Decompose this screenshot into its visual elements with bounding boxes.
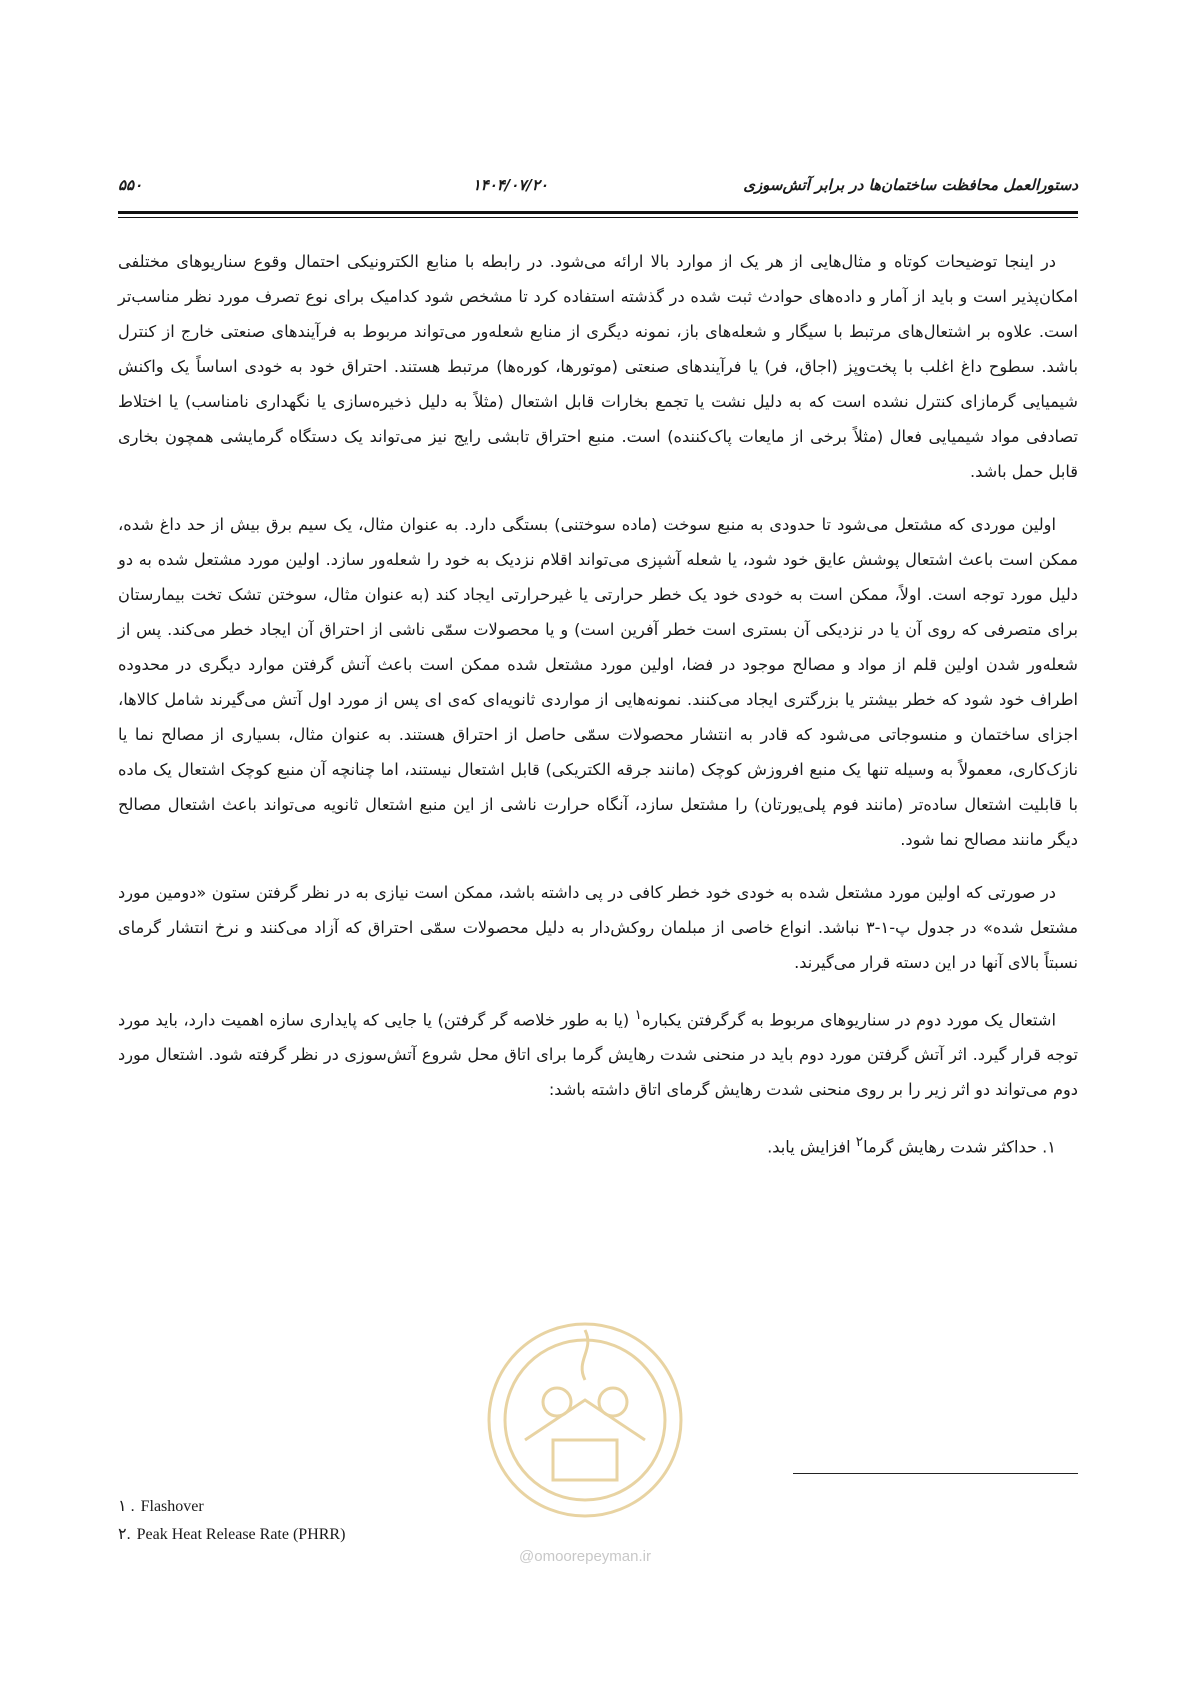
list-text-a: حداکثر شدت رهایش گرما xyxy=(863,1137,1043,1157)
header-rule-thick xyxy=(118,211,1078,214)
page-header xyxy=(118,172,1078,202)
list-text-b: افزایش یابد. xyxy=(767,1137,856,1157)
header-date: ۱۴۰۴/۰۷/۲۰ xyxy=(472,176,548,194)
footnote-ref-2: ۲ xyxy=(855,1134,864,1151)
footnote-2 xyxy=(118,1521,1078,1549)
footnote-separator xyxy=(793,1473,1078,1474)
paragraph-1: در اینجا توضیحات کوتاه و مثال‌هایی از هر یک از موارد بالا ارائه می‌شود. در رابطه با منابع الکترونیکی احتمال وقوع سناریوهای مختلفی امکان‌پذیر است و باید از آمار و داده‌های حوادث ثبت شده در گذشته استفاده کرد تا مشخص شود کدامیک برای نوع تصرف مورد نظر مناسب‌تر است. علاوه بر اشتعال‌های مرتبط با سیگار و شعله‌های باز، نمونه دیگری از منابع شعله‌ور می‌تواند مربوط به فرآیندهای صنعتی خارج از کنترل باشد. سطوح داغ اغلب با پخت‌وپز (اجاق، فر) یا فرآیندهای صنعتی (موتورها، کوره‌ها) مرتبط هستند. احتراق خود به خودی اساساً یک واکنش شیمیایی گرمازای کنترل نشده است که به دلیل نشت یا تجمع بخارات قابل اشتعال (مثلاً به دلیل ذخیره‌سازی یا نگهداری نامناسب) یا اختلاط تصادفی مواد شیمیایی فعال (مثلاً برخی از مایعات پاک‌کننده) است. منبع احتراق تابشی رایج نیز می‌تواند یک دستگاه گرمایشی همچون بخاری قابل حمل باشد. xyxy=(118,252,1078,481)
page-number: ۵۵۰ xyxy=(118,176,143,194)
list-item xyxy=(118,1125,1078,1164)
footnote-1 xyxy=(118,1493,1078,1521)
footnote-1-number: ۱ . xyxy=(118,1498,135,1515)
header-rule-thin xyxy=(118,217,1078,218)
header-title: دستورالعمل محافظت ساختمان‌ها در برابر آتش‌سوزی xyxy=(743,176,1078,194)
footnote-2-text: Peak Heat Release Rate (PHRR) xyxy=(136,1526,346,1543)
footnote-ref-1: ۱ xyxy=(634,1007,642,1023)
body-text xyxy=(118,244,1078,1165)
watermark-url: @omoorepeyman.ir xyxy=(519,1548,651,1565)
footnotes xyxy=(118,1493,1078,1549)
paragraph-3: در صورتی که اولین مورد مشتعل شده به خودی خود خطر کافی در پی داشته باشد، ممکن است نیازی به در نظر گرفتن ستون «دومین مورد مشتعل شده» در جدول پ-۱-۳ نباشد. انواع خاصی از مبلمان روکش‌دار به دلیل محصولات سمّی احتراق که آزاد می‌کنند و نرخ انتشار گرمای نسبتاً بالای آنها در این دسته قرار می‌گیرند. xyxy=(118,883,1078,972)
para4-text-b: (یا به طور خلاصه گر گرفتن) یا جایی که پایداری سازه اهمیت دارد، باید مورد توجه قرار گیرد. اثر آتش گرفتن مورد دوم باید در منحنی شدت رهایش گرما برای اتاق محل شروع آتش‌سوزی در نظر گرفته شود. اشتعال مورد دوم می‌تواند دو اثر زیر را بر روی منحنی شدت رهایش گرمای اتاق داشته باشد: xyxy=(118,1010,1078,1100)
paragraph-4 xyxy=(118,998,1078,1107)
para4-text-a: اشتعال یک مورد دوم در سناریوهای مربوط به گرگرفتن یکباره xyxy=(641,1010,1056,1030)
footnote-1-text: Flashover xyxy=(140,1498,204,1515)
list-number: ۱. xyxy=(1042,1137,1056,1157)
paragraph-2: اولین موردی که مشتعل می‌شود تا حدودی به منبع سوخت (ماده سوختنی) بستگی دارد. به عنوان مثال، یک سیم برق بیش از حد داغ شده، ممکن است باعث اشتعال پوشش عایق خود شود، یا شعله آشپزی می‌تواند اقلام نزدیک به خود را شعله‌ور سازد. اولین مورد مشتعل شده به دو دلیل مورد توجه است. اولاً، ممکن است به خودی خود یک خطر حرارتی یا غیرحرارتی ایجاد کند (به عنوان مثال، سوختن تشک تخت بیمارستان برای متصرفی که روی آن یا در نزدیکی آن بستری است خطر آفرین است) و یا محصولات سمّی ناشی از احتراق آن ایجاد خطر می‌کند. پس از شعله‌ور شدن اولین قلم از مواد و مصالح موجود در فضا، اولین مورد مشتعل شده ممکن است باعث آتش گرفتن موارد دیگری در محدوده اطراف خود شود که خطر بیشتر یا بزرگتری ایجاد می‌کنند. نمونه‌هایی از مواردی ثانویه‌ای که‌ی ای پس از مورد اول آتش می‌گیرند شامل کالاها، اجزای ساختمان و منسوجاتی می‌شود که قادر به انتشار محصولات سمّی حاصل از احتراق هستند. به عنوان مثال، بسیاری از مصالح نما یا نازک‌کاری، معمولاً به وسیله تنها یک منبع افروزش کوچک (مانند جرقه الکتریکی) قابل اشتعال نیستند، اما چنانچه آن منبع کوچک اشتعال یک ماده با قابلیت اشتعال ساده‌تر (مانند فوم پلی‌یورتان) را مشتعل سازد، آنگاه حرارت ناشی از این منبع اشتعال ثانویه می‌تواند باعث اشتعال مصالح دیگر مانند مصالح نما شود. xyxy=(118,515,1078,849)
footnote-2-number: ۲. xyxy=(118,1526,131,1543)
